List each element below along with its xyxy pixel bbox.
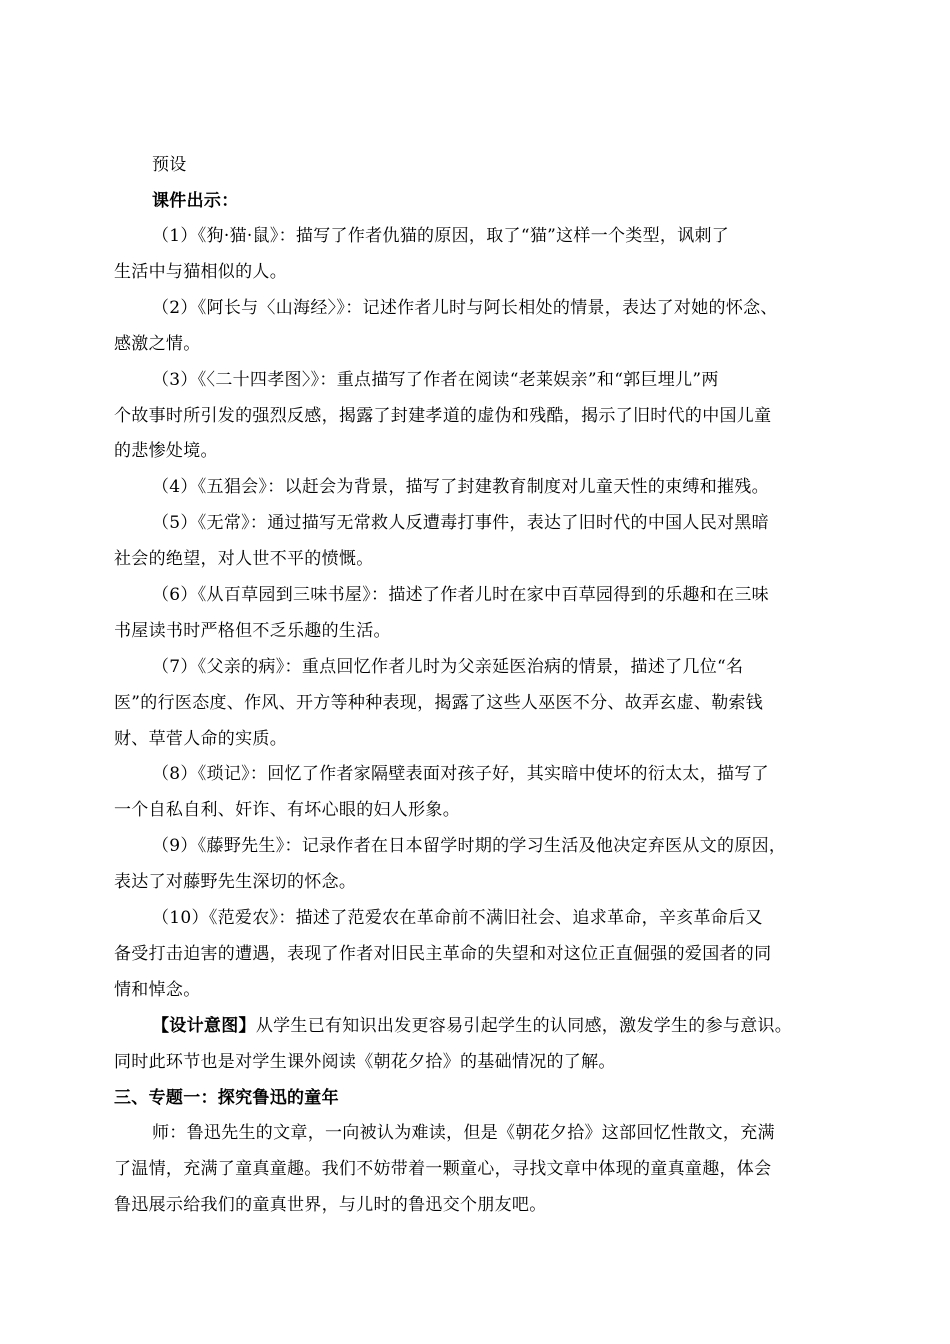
preset-label: 预设 xyxy=(152,155,187,175)
design-intent-label: 【设计意图】 xyxy=(152,1016,256,1036)
list-item-line: （2）《阿长与〈山海经〉》：记述作者儿时与阿长相处的情景，表达了对她的怀念、 xyxy=(152,298,778,318)
list-item-line: 财、草菅人命的实质。 xyxy=(114,729,287,749)
list-item-line: 的悲惨处境。 xyxy=(114,441,218,461)
section-heading: 三、专题一：探究鲁迅的童年 xyxy=(114,1088,339,1108)
list-item-line: 感激之情。 xyxy=(114,334,201,354)
list-item-line: （3）《〈二十四孝图〉》：重点描写了作者在阅读“老莱娱亲”和“郭巨埋儿”两 xyxy=(152,370,719,390)
list-item-line: （10）《范爱农》：描述了范爱农在革命前不满旧社会、追求革命，辛亥革命后又 xyxy=(152,908,763,928)
list-item-line: （1）《狗·猫·鼠》：描写了作者仇猫的原因，取了“猫”这样一个类型，讽刺了 xyxy=(152,226,730,246)
courseware-label: 课件出示： xyxy=(152,191,239,211)
teacher-paragraph-line: 了温情，充满了童真童趣。我们不妨带着一颗童心，寻找文章中体现的童真童趣，体会 xyxy=(114,1159,772,1179)
list-item-line: 一个自私自利、奸诈、有坏心眼的妇人形象。 xyxy=(114,800,460,820)
list-item-line: （4）《五猖会》：以赶会为背景，描写了封建教育制度对儿童天性的束缚和摧残。 xyxy=(152,477,769,497)
list-item-line: 情和悼念。 xyxy=(114,980,201,1000)
list-item-line: （6）《从百草园到三味书屋》：描述了作者儿时在家中百草园得到的乐趣和在三味 xyxy=(152,585,769,605)
list-item-line: 社会的绝望，对人世不平的愤慨。 xyxy=(114,549,374,569)
list-item-line: （9）《藤野先生》：记录作者在日本留学时期的学习生活及他决定弃医从文的原因， xyxy=(152,836,787,856)
list-item-line: 生活中与猫相似的人。 xyxy=(114,262,287,282)
list-item-line: （8）《琐记》：回忆了作者家隔壁表面对孩子好，其实暗中使坏的衍太太，描写了 xyxy=(152,764,769,784)
design-intent-text: 从学生已有知识出发更容易引起学生的认同感，激发学生的参与意识。 xyxy=(255,1016,793,1036)
teacher-paragraph-line: 师：鲁迅先生的文章，一向被认为难读，但是《朝花夕拾》这部回忆性散文，充满 xyxy=(152,1123,775,1143)
list-item-line: 书屋读书时严格但不乏乐趣的生活。 xyxy=(114,621,391,641)
teacher-paragraph-line: 鲁迅展示给我们的童真世界，与儿时的鲁迅交个朋友吧。 xyxy=(114,1195,547,1215)
list-item-line: 医”的行医态度、作风、开方等种种表现，揭露了这些人巫医不分、故弄玄虚、勒索钱 xyxy=(114,693,764,713)
list-item-line: 个故事时所引发的强烈反感，揭露了封建孝道的虚伪和残酷，揭示了旧时代的中国儿童 xyxy=(114,406,772,426)
list-item-line: 备受打击迫害的遭遇，表现了作者对旧民主革命的失望和对这位正直倔强的爱国者的同 xyxy=(114,944,772,964)
design-intent-line: 同时此环节也是对学生课外阅读《朝花夕拾》的基础情况的了解。 xyxy=(114,1052,616,1072)
list-item-line: 表达了对藤野先生深切的怀念。 xyxy=(114,872,357,892)
list-item-line: （5）《无常》：通过描写无常救人反遭毒打事件，表达了旧时代的中国人民对黑暗 xyxy=(152,513,769,533)
list-item-line: （7）《父亲的病》：重点回忆作者儿时为父亲延医治病的情景，描述了几位“名 xyxy=(152,657,744,677)
design-intent-paragraph xyxy=(152,1015,792,1037)
